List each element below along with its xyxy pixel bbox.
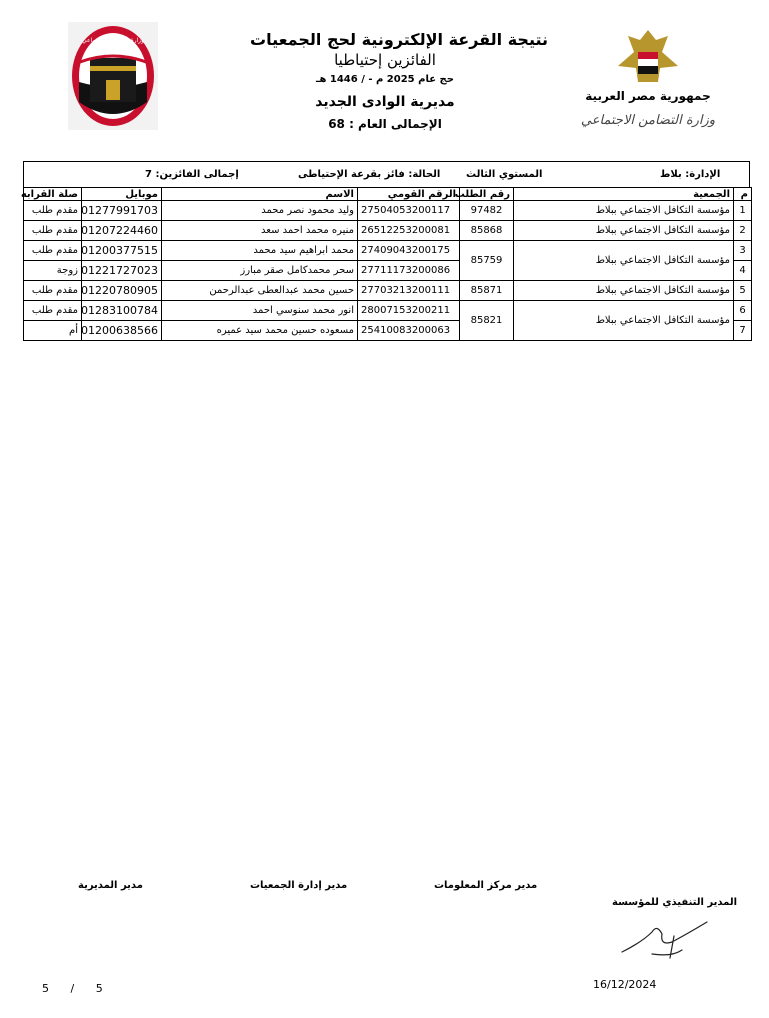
admin-label: الإدارة: بلاط	[660, 169, 721, 180]
kaaba-logo	[68, 22, 158, 130]
row-number: 3	[734, 241, 752, 261]
col-header-name: الاسم	[162, 188, 358, 201]
mobile-cell: 01277991703	[82, 201, 162, 221]
relation-cell: مقدم طلب	[24, 301, 82, 321]
relation-cell: زوجة	[24, 261, 82, 281]
winners-table	[20, 187, 752, 341]
relation-cell: مقدم طلب	[24, 221, 82, 241]
name-cell: حسين محمد عبدالعطى عبدالرحمن	[162, 281, 358, 301]
page-current: 5	[42, 982, 49, 995]
table-row	[24, 241, 752, 261]
row-number: 1	[734, 201, 752, 221]
mobile-cell: 01221727023	[82, 261, 162, 281]
page-total: 5	[95, 982, 103, 995]
table-row	[24, 281, 752, 301]
print-date: 16/12/2024	[593, 978, 657, 991]
name-cell: منيره محمد احمد سعد	[162, 221, 358, 241]
director-signature-label: مدير المديرية	[78, 880, 143, 891]
svg-text:وزارة التضامن الاجتماعي: وزارة التضامن الاجتماعي	[580, 113, 716, 128]
relation-cell: أم	[24, 321, 82, 341]
level-label: المستوي الثالث	[466, 169, 543, 180]
request-no-cell: 85868	[460, 221, 514, 241]
col-header-national-id: الرقم القومي	[358, 188, 460, 201]
directorate-name: مديرية الوادى الجديد	[315, 94, 455, 110]
national-id-cell: 27409043200175	[358, 241, 460, 261]
mobile-cell: 01207224460	[82, 221, 162, 241]
svg-text:وزارة التضامن الاجتماعي: وزارة التضامن الاجتماعي	[82, 37, 144, 44]
col-header-request-no: رقم الطلب	[460, 188, 514, 201]
info-center-signature-label: مدير مركز المعلومات	[434, 880, 538, 891]
request-no-cell: 85871	[460, 281, 514, 301]
egypt-eagle-logo	[580, 26, 716, 134]
request-no-cell: 85759	[460, 241, 514, 281]
association-cell: مؤسسة التكافل الاجتماعي ببلاط	[514, 301, 734, 341]
col-header-m: م	[734, 188, 752, 201]
association-cell: مؤسسة التكافل الاجتماعي ببلاط	[514, 201, 734, 221]
table-row	[24, 301, 752, 321]
svg-text:جمهورية مصر العربية: جمهورية مصر العربية	[585, 89, 711, 103]
mobile-cell: 01200377515	[82, 241, 162, 261]
col-header-mobile: موبايل	[82, 188, 162, 201]
executive-signature-label: المدير التنفيذي للمؤسسة	[612, 897, 738, 908]
status-label: الحالة: فائز بقرعة الإحتياطى	[298, 169, 441, 180]
page-number	[42, 982, 103, 995]
association-cell: مؤسسة التكافل الاجتماعي ببلاط	[514, 241, 734, 281]
winners-count: إجمالى الفائزين: 7	[145, 169, 239, 180]
name-cell: سحر محمدكامل صقر مبارز	[162, 261, 358, 281]
national-id-cell: 27504053200117	[358, 201, 460, 221]
row-number: 6	[734, 301, 752, 321]
table-header-row	[24, 188, 752, 201]
col-header-relation: صلة القرابه	[24, 188, 82, 201]
col-header-association: الجمعية	[514, 188, 734, 201]
row-number: 7	[734, 321, 752, 341]
report-subtitle: الفائزين إحتياطيا	[334, 51, 436, 69]
mobile-cell: 01220780905	[82, 281, 162, 301]
report-title: نتيجة القرعة الإلكترونية لحج الجمعيات	[250, 30, 549, 49]
relation-cell: مقدم طلب	[24, 241, 82, 261]
table-row	[24, 221, 752, 241]
table-row	[24, 201, 752, 221]
name-cell: وليد محمود نصر محمد	[162, 201, 358, 221]
request-no-cell: 97482	[460, 201, 514, 221]
association-cell: مؤسسة التكافل الاجتماعي ببلاط	[514, 281, 734, 301]
national-id-cell: 26512253200081	[358, 221, 460, 241]
row-number: 4	[734, 261, 752, 281]
request-no-cell: 85821	[460, 301, 514, 341]
national-id-cell: 28007153200211	[358, 301, 460, 321]
mobile-cell: 01200638566	[82, 321, 162, 341]
row-number: 2	[734, 221, 752, 241]
association-cell: مؤسسة التكافل الاجتماعي ببلاط	[514, 221, 734, 241]
hajj-year: حج عام 2025 م - / 1446 هـ	[316, 74, 454, 85]
grand-total: الإجمالى العام : 68	[328, 117, 442, 131]
relation-cell: مقدم طلب	[24, 201, 82, 221]
handwritten-signature	[612, 912, 712, 967]
page-separator: /	[70, 982, 75, 995]
name-cell: مسعوده حسين محمد سيد عميره	[162, 321, 358, 341]
assoc-manager-signature-label: مدير إدارة الجمعيات	[250, 880, 348, 891]
row-number: 5	[734, 281, 752, 301]
name-cell: محمد ابراهيم سيد محمد	[162, 241, 358, 261]
national-id-cell: 25410083200063	[358, 321, 460, 341]
name-cell: انور محمد سنوسي احمد	[162, 301, 358, 321]
national-id-cell: 27703213200111	[358, 281, 460, 301]
mobile-cell: 01283100784	[82, 301, 162, 321]
relation-cell: مقدم طلب	[24, 281, 82, 301]
national-id-cell: 27711173200086	[358, 261, 460, 281]
